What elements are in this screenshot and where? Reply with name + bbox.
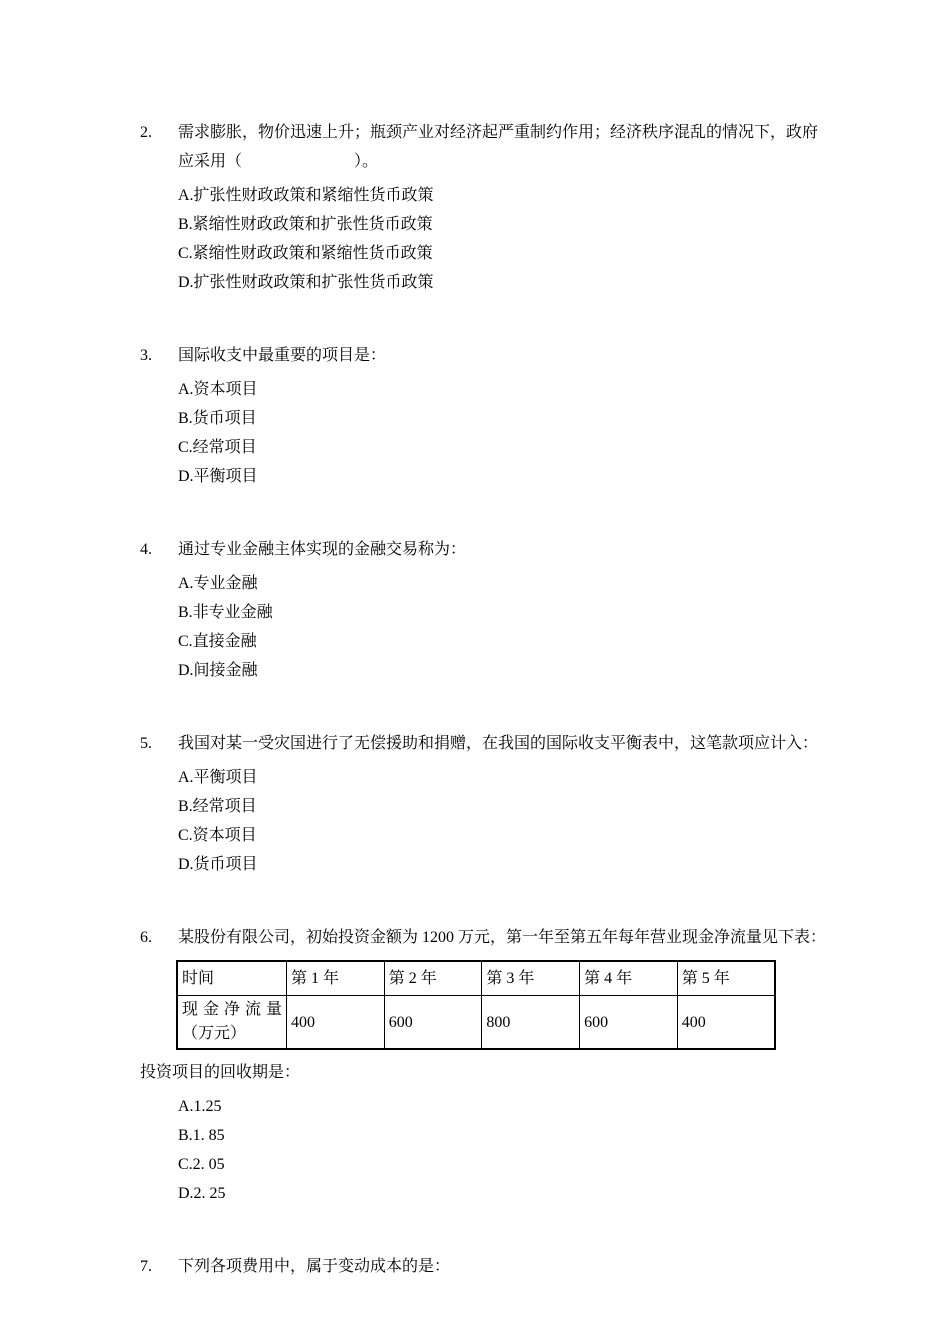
options-list	[178, 375, 828, 491]
question-text: 通过专业金融主体实现的金融交易称为：	[178, 541, 467, 558]
option-b: B.1. 85	[178, 1127, 225, 1144]
option-d: D.平衡项目	[178, 468, 258, 485]
question-header	[140, 729, 828, 758]
question-continuation-text: 投资项目的回收期是：	[140, 1064, 301, 1081]
option-d: D.2. 25	[178, 1185, 226, 1202]
table-value-cell: 800	[482, 996, 580, 1050]
table-row-label: 现金净流量（万元）	[177, 996, 287, 1050]
table-value-cell: 400	[287, 996, 385, 1050]
question-header	[140, 1252, 828, 1281]
question-header	[140, 118, 828, 176]
question-header	[140, 341, 828, 370]
options-list	[178, 181, 828, 297]
option-a: A.扩张性财政政策和紧缩性货币政策	[178, 187, 434, 204]
table-value-row	[177, 996, 775, 1050]
option-b: B.经常项目	[178, 798, 257, 815]
option-d: D.扩张性财政政策和扩张性货币政策	[178, 274, 434, 291]
question-header	[140, 535, 828, 564]
option-a: A.专业金融	[178, 575, 258, 592]
option-a: A.1.25	[178, 1098, 222, 1115]
question-5	[140, 729, 828, 879]
option-d: D.间接金融	[178, 662, 258, 679]
question-text: 某股份有限公司，初始投资金额为 1200 万元，第一年至第五年每年营业现金净流量见下表：	[178, 929, 827, 946]
option-c: C.经常项目	[178, 439, 257, 456]
cash-flow-table	[176, 960, 776, 1050]
question-6	[140, 923, 828, 1208]
option-b: B.紧缩性财政政策和扩张性货币政策	[178, 216, 433, 233]
question-number: 3.	[140, 347, 152, 364]
question-7	[140, 1252, 828, 1281]
option-d: D.货币项目	[178, 856, 258, 873]
question-text: 国际收支中最重要的项目是：	[178, 347, 387, 364]
question-number: 5.	[140, 735, 152, 752]
table-value-cell: 600	[384, 996, 482, 1050]
options-list	[178, 1092, 828, 1208]
option-b: B.非专业金融	[178, 604, 273, 621]
question-text: 下列各项费用中，属于变动成本的是：	[178, 1258, 451, 1275]
table-value-cell: 400	[677, 996, 775, 1050]
option-a: A.平衡项目	[178, 769, 258, 786]
table-header-cell: 时间	[177, 961, 287, 996]
question-number: 6.	[140, 929, 152, 946]
question-number: 7.	[140, 1258, 152, 1275]
option-c: C.直接金融	[178, 633, 257, 650]
question-header	[140, 923, 828, 952]
option-c: C.紧缩性财政政策和紧缩性货币政策	[178, 245, 433, 262]
option-c: C.资本项目	[178, 827, 257, 844]
table-header-row	[177, 961, 775, 996]
table-header-cell: 第 3 年	[482, 961, 580, 996]
question-number: 4.	[140, 541, 152, 558]
option-c: C.2. 05	[178, 1156, 225, 1173]
question-2	[140, 118, 828, 297]
table-header-cell: 第 4 年	[580, 961, 678, 996]
options-list	[178, 569, 828, 685]
options-list	[178, 763, 828, 879]
table-header-cell: 第 1 年	[287, 961, 385, 996]
table-header-cell: 第 5 年	[677, 961, 775, 996]
option-a: A.资本项目	[178, 381, 258, 398]
table-value-cell: 600	[580, 996, 678, 1050]
question-3	[140, 341, 828, 491]
question-text: 我国对某一受灾国进行了无偿援助和捐赠，在我国的国际收支平衡表中，这笔款项应计入：	[178, 735, 819, 752]
question-4	[140, 535, 828, 685]
option-b: B.货币项目	[178, 410, 257, 427]
question-number: 2.	[140, 124, 152, 141]
table-header-cell: 第 2 年	[384, 961, 482, 996]
question-text: 需求膨胀，物价迅速上升；瓶颈产业对经济起严重制约作用；经济秩序混乱的情况下，政府应采用（ ）。	[178, 124, 819, 170]
